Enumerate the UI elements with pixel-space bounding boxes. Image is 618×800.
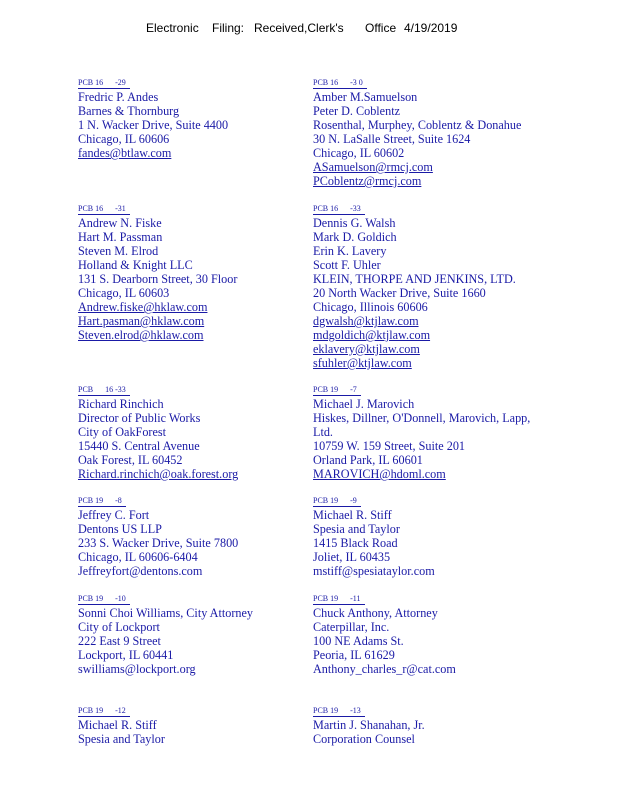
address-line: 222 East 9 Street [78,634,161,648]
address-block [78,200,237,342]
address-block [78,492,238,578]
address-line: 20 North Wacker Drive, Suite 1660 [313,286,486,300]
address-line: Spesia and Taylor [313,522,400,536]
address-line: 131 S. Dearborn Street, 30 Floor [78,272,238,286]
address-line: Chicago, IL 60606-6404 [78,550,198,564]
header-office: Office [365,21,397,35]
email-link[interactable]: ASamuelson@rmcj.com [313,160,433,174]
address-line: 233 S. Wacker Drive, Suite 7800 [78,536,239,550]
address-line: 1415 Black Road [313,536,398,550]
case-number: PCB 19 -7 [313,385,361,396]
address-line: Scott F. Uhler [313,258,381,272]
address-line: Chicago, IL 60603 [78,286,170,300]
address-line: Jeffrey C. Fort [78,508,150,522]
case-number: PCB 16 -29 [78,78,130,89]
address-line: Holland & Knight LLC [78,258,193,272]
address-line: Richard Rinchich [78,397,164,411]
case-number: PCB 16 -3 0 [313,78,367,89]
address-line: Lockport, IL 60441 [78,648,174,662]
address-line: Mark D. Goldich [313,230,397,244]
address-block [78,590,253,676]
email-link[interactable]: PCoblentz@rmcj.com [313,174,422,188]
address-line: Chuck Anthony, Attorney [313,606,438,620]
address-line: Ltd. [313,425,333,439]
email-link[interactable]: Andrew.fiske@hklaw.com [78,300,208,314]
address-line: City of OakForest [78,425,167,439]
address-line: Jeffreyfort@dentons.com [78,564,203,578]
address-line: Andrew N. Fiske [78,216,162,230]
case-number: PCB 19 -10 [78,594,130,605]
address-block [313,200,543,370]
email-link[interactable]: mdgoldich@ktjlaw.com [313,328,431,342]
address-line: mstiff@spesiataylor.com [313,564,435,578]
case-number: PCB 16 -33 [78,385,130,396]
address-line: Sonni Choi Williams, City Attorney [78,606,253,620]
header-electronic: Electronic [146,21,199,35]
address-line: Michael R. Stiff [78,718,157,732]
address-line: Spesia and Taylor [78,732,165,746]
case-number: PCB 19 -11 [313,594,365,605]
address-line: 100 NE Adams St. [313,634,404,648]
case-number: PCB 16 -31 [78,204,130,215]
address-line: Peoria, IL 61629 [313,648,395,662]
email-link[interactable]: fandes@btlaw.com [78,146,172,160]
address-line: Michael R. Stiff [313,508,392,522]
address-line: swilliams@lockport.org [78,662,196,676]
address-block [313,590,543,676]
case-number: PCB 19 -8 [78,496,126,507]
address-line: Oak Forest, IL 60452 [78,453,183,467]
case-number: PCB 16 -33 [313,204,365,215]
address-line: City of Lockport [78,620,160,634]
address-line: 1 N. Wacker Drive, Suite 4400 [78,118,229,132]
address-line: Chicago, IL 60602 [313,146,405,160]
address-line: Hart M. Passman [78,230,163,244]
header-filing: Filing: [212,21,245,35]
address-line: Martin J. Shanahan, Jr. [313,718,425,732]
address-block [313,381,543,481]
case-number: PCB 19 -12 [78,706,130,717]
address-line: Chicago, IL 60606 [78,132,170,146]
email-link[interactable]: eklavery@ktjlaw.com [313,342,420,356]
address-line: Fredric P. Andes [78,90,159,104]
address-line: Dennis G. Walsh [313,216,396,230]
address-line: Hiskes, Dillner, O'Donnell, Marovich, Lapp, [313,411,531,425]
address-line: Peter D. Coblentz [313,104,400,118]
address-line: Dentons US LLP [78,522,162,536]
address-line: Steven M. Elrod [78,244,159,258]
address-block [313,74,543,188]
address-line: Barnes & Thornburg [78,104,180,118]
address-line: Michael J. Marovich [313,397,415,411]
address-line: Orland Park, IL 60601 [313,453,423,467]
case-number: PCB 19 -13 [313,706,365,717]
address-line: 15440 S. Central Avenue [78,439,200,453]
address-line: Amber M.Samuelson [313,90,418,104]
email-link[interactable]: Richard.rinchich@oak.forest.org [78,467,239,481]
address-line: 10759 W. 159 Street, Suite 201 [313,439,466,453]
email-link[interactable]: Steven.elrod@hklaw.com [78,328,204,342]
address-line: Anthony_charles_r@cat.com [313,662,456,676]
address-line: Erin K. Lavery [313,244,387,258]
header-received: Received,Clerk's [254,21,344,35]
case-number: PCB 19 -9 [313,496,361,507]
address-block [313,702,543,746]
address-block [78,74,228,160]
address-line: Chicago, Illinois 60606 [313,300,428,314]
address-line: KLEIN, THORPE AND JENKINS, LTD. [313,272,516,286]
email-link[interactable]: sfuhler@ktjlaw.com [313,356,412,370]
address-line: Rosenthal, Murphey, Coblentz & Donahue [313,118,522,132]
address-block [78,381,238,481]
header-date: 4/19/2019 [404,21,458,35]
address-line: Corporation Counsel [313,732,415,746]
address-line: 30 N. LaSalle Street, Suite 1624 [313,132,471,146]
address-line: Joliet, IL 60435 [313,550,391,564]
address-line: Caterpillar, Inc. [313,620,390,634]
address-block [313,492,543,578]
email-link[interactable]: Hart.pasman@hklaw.com [78,314,205,328]
address-line: Director of Public Works [78,411,201,425]
email-link[interactable]: dgwalsh@ktjlaw.com [313,314,419,328]
email-link[interactable]: MAROVICH@hdoml.com [313,467,446,481]
address-block [78,702,165,746]
